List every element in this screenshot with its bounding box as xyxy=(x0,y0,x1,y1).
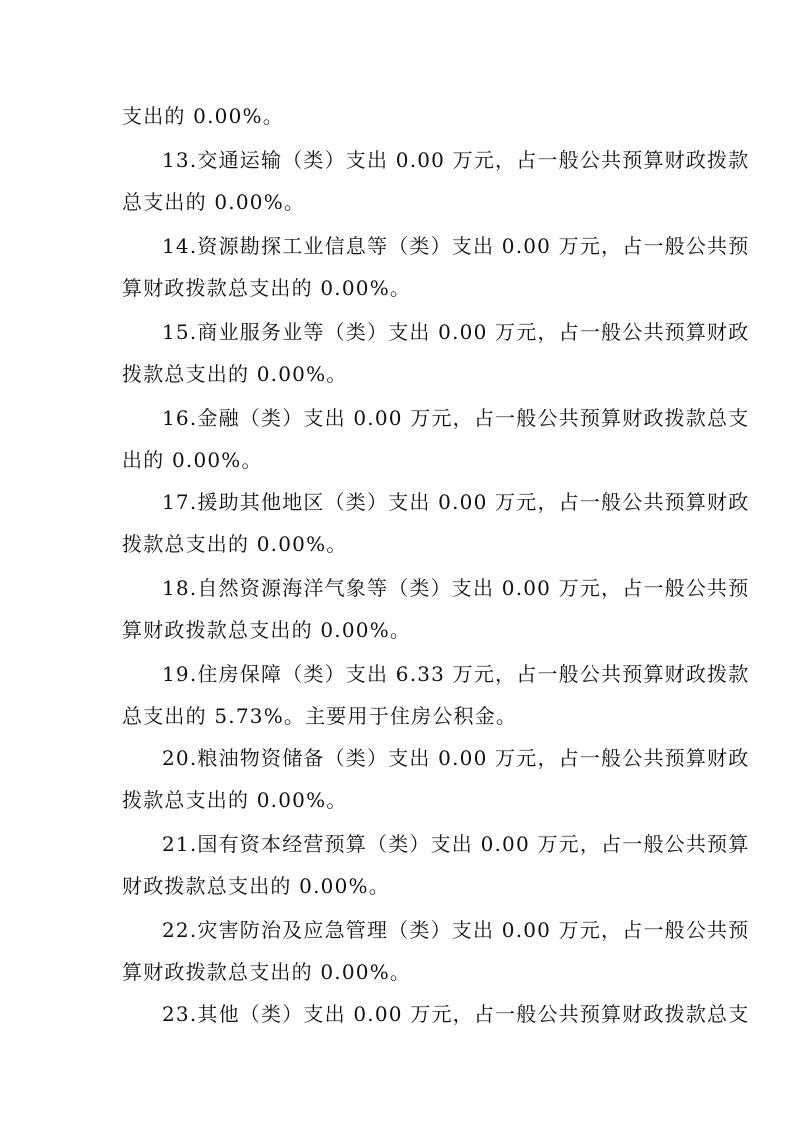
text-line: 23.其他（类）支出 0.00 万元，占一般公共预算财政拨款总支 xyxy=(162,1002,750,1026)
text-line: 14.资源勘探工业信息等（类）支出 0.00 万元，占一般公共预 xyxy=(162,234,750,258)
text-line: 拨款总支出的 0.00%。 xyxy=(122,532,348,556)
text-line: 拨款总支出的 0.00%。 xyxy=(122,362,348,386)
text-line: 总支出的 0.00%。 xyxy=(122,190,306,214)
text-line: 21.国有资本经营预算（类）支出 0.00 万元，占一般公共预算 xyxy=(162,832,750,856)
text-line: 算财政拨款总支出的 0.00%。 xyxy=(122,276,412,300)
text-line: 13.交通运输（类）支出 0.00 万元，占一般公共预算财政拨款 xyxy=(162,148,750,172)
text-line: 18.自然资源海洋气象等（类）支出 0.00 万元，占一般公共预 xyxy=(162,576,750,600)
text-line: 22.灾害防治及应急管理（类）支出 0.00 万元，占一般公共预 xyxy=(162,918,750,942)
text-line: 出的 0.00%。 xyxy=(122,448,263,472)
text-line: 拨款总支出的 0.00%。 xyxy=(122,788,348,812)
text-line: 财政拨款总支出的 0.00%。 xyxy=(122,874,390,898)
text-line: 17.援助其他地区（类）支出 0.00 万元，占一般公共预算财政 xyxy=(162,490,750,514)
text-line: 支出的 0.00%。 xyxy=(122,104,284,128)
text-line: 16.金融（类）支出 0.00 万元，占一般公共预算财政拨款总支 xyxy=(162,406,750,430)
text-line: 19.住房保障（类）支出 6.33 万元，占一般公共预算财政拨款 xyxy=(162,662,750,686)
text-line: 算财政拨款总支出的 0.00%。 xyxy=(122,618,412,642)
text-line: 15.商业服务业等（类）支出 0.00 万元，占一般公共预算财政 xyxy=(162,320,750,344)
text-line: 总支出的 5.73%。主要用于住房公积金。 xyxy=(122,704,518,728)
text-line: 20.粮油物资储备（类）支出 0.00 万元，占一般公共预算财政 xyxy=(162,746,750,770)
text-line: 算财政拨款总支出的 0.00%。 xyxy=(122,960,412,984)
